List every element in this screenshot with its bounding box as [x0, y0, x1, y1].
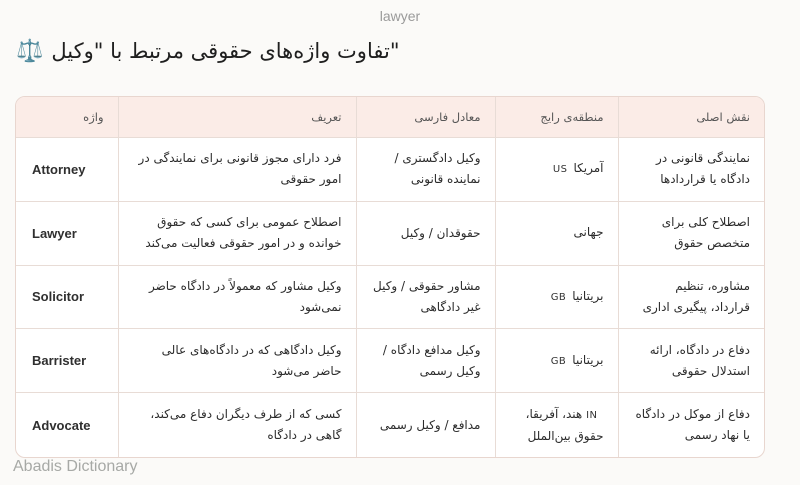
table-row [16, 138, 764, 202]
cell-role: نمایندگی قانونی در دادگاه یا قراردادها [618, 138, 764, 202]
flag-icon: US [552, 164, 568, 176]
cell-region [495, 265, 618, 329]
cell-role: مشاوره، تنظیم قرارداد، پیگیری اداری [618, 265, 764, 329]
region-text: بریتانیا [572, 288, 604, 303]
cell-term: Barrister [16, 329, 118, 393]
cell-region [495, 138, 618, 202]
cell-persian: وکیل مدافع دادگاه / وکیل رسمی [356, 329, 495, 393]
column-header-role: نقش اصلی [618, 97, 764, 138]
page-top-label: lawyer [379, 8, 421, 24]
table-row [16, 393, 764, 458]
scales-of-justice-icon: ⚖️ [16, 38, 44, 64]
cell-region [495, 329, 618, 393]
flag-icon: IN [586, 409, 598, 421]
column-header-term: واژه [16, 97, 118, 138]
flag-icon: GB [550, 355, 567, 367]
cell-role: اصطلاح کلی برای متخصص حقوق [618, 201, 764, 265]
region-text: جهانی [573, 225, 604, 240]
comparison-table [15, 96, 765, 458]
column-header-definition: تعریف [118, 97, 356, 138]
table-row [16, 265, 764, 329]
cell-definition: کسی که از طرف دیگران دفاع می‌کند، گاهی در دادگاه [118, 393, 356, 458]
cell-definition: وکیل مشاور که معمولاً در دادگاه حاضر نمی‌شود [118, 265, 356, 329]
cell-region [495, 393, 618, 458]
cell-role: دفاع در دادگاه، ارائه استدلال حقوقی [618, 329, 764, 393]
table-header-row [16, 97, 764, 138]
region-text: آمریکا [573, 161, 604, 176]
region-text: بریتانیا [572, 352, 604, 367]
watermark: Abadis Dictionary [13, 458, 138, 475]
cell-definition: فرد دارای مجوز قانونی برای نمایندگی در امور حقوقی [118, 138, 356, 202]
column-header-region: منطقه‌ی رایج [495, 97, 618, 138]
cell-persian: مشاور حقوقی / وکیل غیر دادگاهی [356, 265, 495, 329]
column-header-persian: معادل فارسی [356, 97, 495, 138]
cell-persian: وکیل دادگستری / نماینده قانونی [356, 138, 495, 202]
cell-persian: حقوقدان / وکیل [356, 201, 495, 265]
page-title: "تفاوت واژه‌های حقوقی مرتبط با "وکیل [51, 39, 400, 63]
cell-term: Attorney [16, 138, 118, 202]
cell-region [495, 201, 618, 265]
cell-term: Lawyer [16, 201, 118, 265]
cell-definition: اصطلاح عمومی برای کسی که حقوق خوانده و در امور حقوقی فعالیت می‌کند [118, 201, 356, 265]
flag-icon: GB [550, 291, 567, 303]
region-text: هند، آفریقا، حقوق بین‌الملل [525, 406, 604, 443]
cell-definition: وکیل دادگاهی که در دادگاه‌های عالی حاضر می‌شود [118, 329, 356, 393]
cell-term: Solicitor [16, 265, 118, 329]
page-title-row [16, 34, 784, 68]
cell-term: Advocate [16, 393, 118, 458]
cell-persian: مدافع / وکیل رسمی [356, 393, 495, 458]
table-row [16, 201, 764, 265]
table-row [16, 329, 764, 393]
cell-role: دفاع از موکل در دادگاه یا نهاد رسمی [618, 393, 764, 458]
